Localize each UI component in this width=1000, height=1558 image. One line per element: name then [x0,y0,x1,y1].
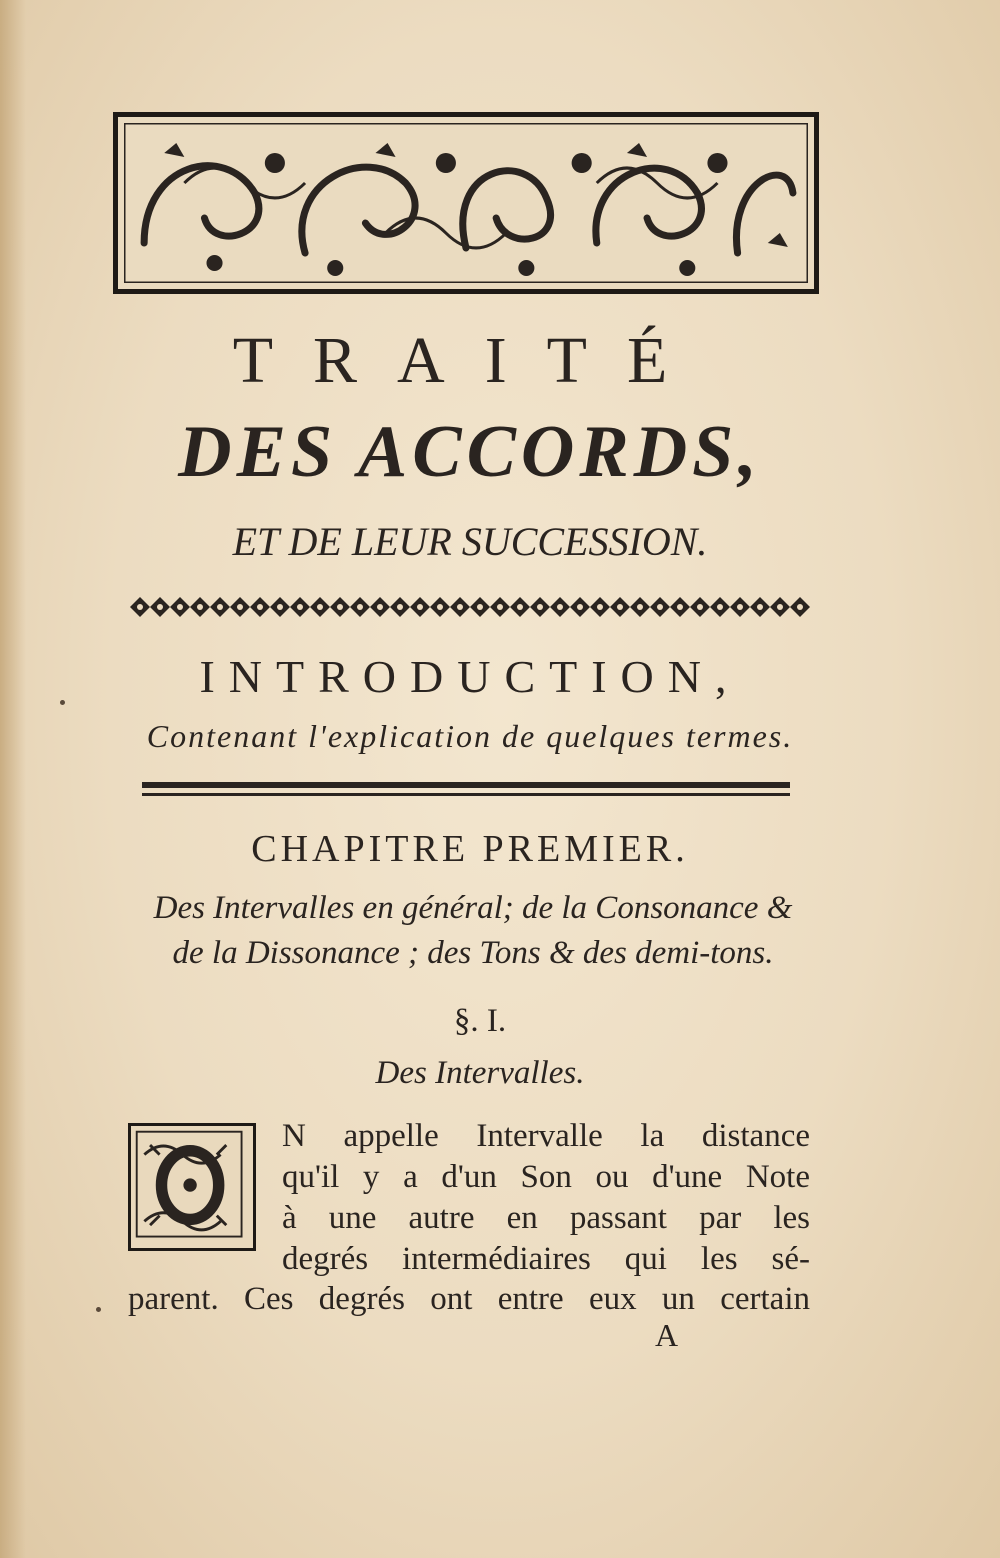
ink-speck [96,1307,101,1312]
body-line-5: parent. Ces degrés ont entre eux un certain [128,1281,810,1317]
title-line-3: ET DE LEUR SUCCESSION. [232,519,708,564]
section-title: Des Intervalles. [375,1055,585,1091]
ink-speck [60,700,65,705]
introduction-subtitle: Contenant l'explication de quelques termes. [146,718,794,754]
body-line-4: degrés intermédiaires qui les sé- [282,1241,810,1277]
introduction-heading: INTRODUCTION, [199,651,741,702]
chapter-heading: CHAPITRE PREMIER. [251,828,689,870]
double-rule-divider [142,780,790,802]
title-line-1: TRAITÉ [232,324,708,397]
chapter-subtitle-line-1: Des Intervalles en général; de la Consonance & [153,890,793,926]
spine-shadow [0,0,26,1558]
fleuron-divider [130,592,810,622]
title-line-2: DES ACCORDS, [178,411,762,493]
chapter-subtitle-line-2: de la Dissonance ; des Tons & des demi-tons. [172,935,774,971]
floral-headpiece-ornament [113,112,819,294]
signature-mark: A [655,1317,679,1353]
body-line-3: à une autre en passant par les [282,1200,810,1236]
body-line-1: N appelle Intervalle la distance [282,1118,810,1154]
ornamented-drop-cap [128,1123,256,1251]
section-number: §. I. [453,1003,507,1039]
body-line-2: qu'il y a d'un Son ou d'une Note [282,1159,810,1195]
